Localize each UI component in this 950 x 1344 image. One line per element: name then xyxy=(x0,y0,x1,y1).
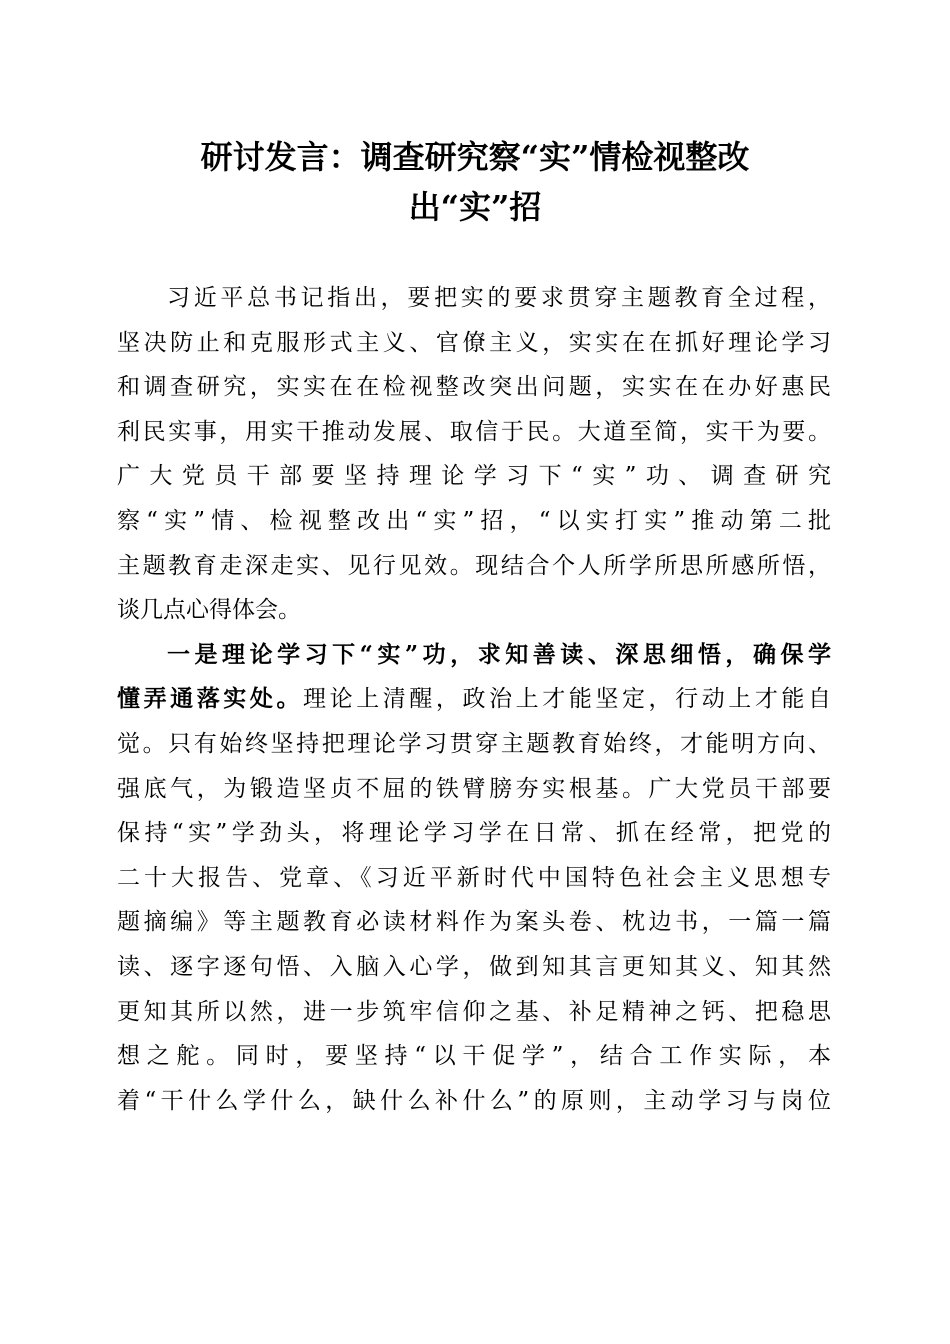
section1-mixed-line xyxy=(117,677,831,722)
section1-line: 读、逐字逐句悟、入脑入心学，做到知其言更知其义、知其然 xyxy=(117,953,831,980)
intro-line: 察“实”情、检视整改出“实”招，“以实打实”推动第二批 xyxy=(117,507,831,534)
section1-line: 着“干什么学什么，缺什么补什么”的原则，主动学习与岗位 xyxy=(117,1087,831,1114)
intro-line: 坚决防止和克服形式主义、官僚主义，实实在在抓好理论学习 xyxy=(117,329,831,356)
document-body xyxy=(117,276,831,1123)
title-line-1: 研讨发言：调查研究察“实”情检视整改 xyxy=(200,138,750,176)
section1-text: 理论上清醒，政治上才能坚定，行动上才能自 xyxy=(303,686,831,713)
section1-line: 强底气，为锻造坚贞不屈的铁臂膀夯实根基。广大党员干部要 xyxy=(117,775,831,802)
section1-line: 想之舵。同时，要坚持“以干促学”，结合工作实际，本 xyxy=(117,1043,831,1070)
section1-line: 二十大报告、党章、《习近平新时代中国特色社会主义思想专 xyxy=(117,864,831,891)
intro-line: 利民实事，用实干推动发展、取信于民。大道至简，实干为要。 xyxy=(117,418,831,445)
section1-line: 题摘编》等主题教育必读材料作为案头卷、枕边书，一篇一篇 xyxy=(117,909,831,936)
section1-line: 保持“实”学劲头，将理论学习学在日常、抓在经常，把党的 xyxy=(117,820,831,847)
intro-line: 和调查研究，实实在在检视整改突出问题，实实在在办好惠民 xyxy=(117,374,831,401)
intro-line: 广大党员干部要坚持理论学习下“实”功、调查研究 xyxy=(117,463,831,490)
intro-line: 主题教育走深走实、见行见效。现结合个人所学所思所感所悟， xyxy=(117,552,831,579)
section1-line: 更知其所以然，进一步筑牢信仰之基、补足精神之钙、把稳思 xyxy=(117,998,831,1025)
intro-line: 习近平总书记指出，要把实的要求贯穿主题教育全过程， xyxy=(167,285,831,311)
section1-heading-line: 一是理论学习下“实”功，求知善读、深思细悟，确保学 xyxy=(167,640,831,668)
document-title xyxy=(0,132,950,232)
section1-heading-end: 懂弄通落实处。 xyxy=(117,685,304,713)
section1-line: 觉。只有始终坚持把理论学习贯穿主题教育始终，才能明方向、 xyxy=(117,730,831,757)
intro-line: 谈几点心得体会。 xyxy=(117,597,301,624)
title-line-2: 出“实”招 xyxy=(408,188,542,226)
